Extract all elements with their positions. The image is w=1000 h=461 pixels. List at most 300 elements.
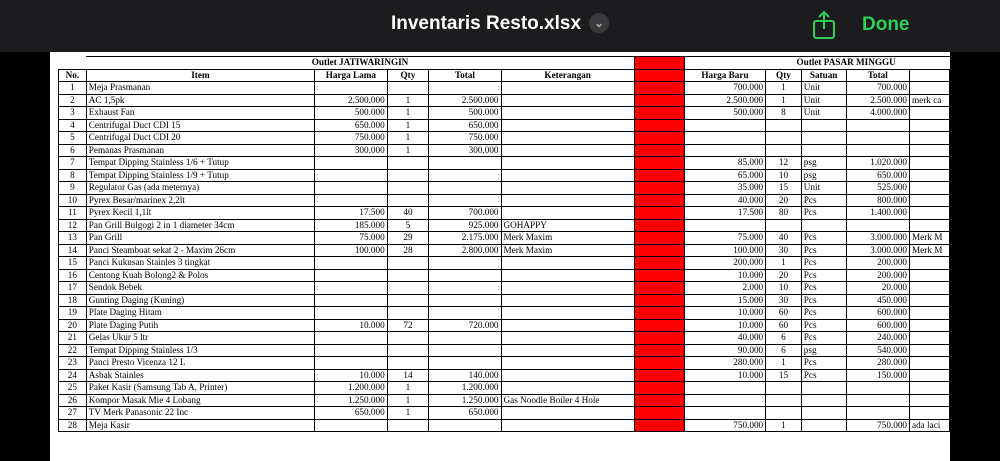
cell-total-new[interactable] [846,144,910,157]
cell-item[interactable]: Tempat Dipping Stainless 1/9 + Tutup [86,169,314,182]
cell-total[interactable] [429,169,501,182]
cell-keterangan[interactable] [501,407,634,420]
cell-extra[interactable]: Merk M [910,232,950,245]
cell-no[interactable]: 1 [59,82,87,95]
cell-harga-baru[interactable]: 35.000 [684,182,765,195]
cell-satuan[interactable]: Pcs [801,369,846,382]
cell-keterangan[interactable] [501,269,634,282]
cell-total[interactable]: 140.000 [429,369,501,382]
cell-satuan[interactable]: Pcs [801,244,846,257]
cell-harga-baru[interactable]: 100.000 [684,244,765,257]
cell-keterangan[interactable] [501,382,634,395]
cell-extra[interactable] [910,282,950,295]
cell-item[interactable]: Plate Daging Putih [86,319,314,332]
cell-satuan[interactable]: psg [801,344,846,357]
cell-total-new[interactable]: 525.000 [846,182,910,195]
cell-harga-lama[interactable]: 1.200.000 [315,382,388,395]
red-column-cell[interactable] [634,157,684,170]
cell-keterangan[interactable] [501,82,634,95]
cell-harga-lama[interactable] [315,82,388,95]
cell-total-new[interactable]: 240.000 [846,332,910,345]
cell-extra[interactable] [910,107,950,120]
red-column-cell[interactable] [634,119,684,132]
cell-qty[interactable]: 14 [387,369,429,382]
cell-qty-new[interactable]: 10 [766,169,802,182]
cell-keterangan[interactable]: Gas Noodle Boiler 4 Hole [501,394,634,407]
red-column-cell[interactable] [634,382,684,395]
cell-harga-lama[interactable] [315,157,388,170]
cell-no[interactable]: 13 [59,232,87,245]
red-column-cell[interactable] [634,219,684,232]
cell-keterangan[interactable] [501,357,634,370]
cell-harga-baru[interactable] [684,219,765,232]
red-column-cell[interactable] [634,232,684,245]
cell-extra[interactable] [910,157,950,170]
cell-total-new[interactable]: 800.000 [846,194,910,207]
cell-harga-lama[interactable]: 100.000 [315,244,388,257]
red-column-cell[interactable] [634,357,684,370]
cell-harga-baru[interactable]: 2.500.000 [684,94,765,107]
red-column-cell[interactable] [634,244,684,257]
cell-total-new[interactable]: 600.000 [846,319,910,332]
cell-item[interactable]: Plate Daging Hitam [86,307,314,320]
red-column-cell[interactable] [634,194,684,207]
cell-qty[interactable]: 29 [387,232,429,245]
cell-harga-baru[interactable]: 280.000 [684,357,765,370]
cell-harga-lama[interactable]: 1.250.000 [315,394,388,407]
cell-total-new[interactable]: 4.000.000 [846,107,910,120]
cell-item[interactable]: Pan Grill Bulgogi 2 in 1 diameter 34cm [86,219,314,232]
cell-harga-baru[interactable]: 40.000 [684,194,765,207]
cell-harga-baru[interactable]: 2.000 [684,282,765,295]
cell-satuan[interactable] [801,419,846,432]
cell-no[interactable]: 22 [59,344,87,357]
cell-total-new[interactable]: 280.000 [846,357,910,370]
cell-harga-baru[interactable] [684,119,765,132]
cell-keterangan[interactable]: Merk Maxim [501,232,634,245]
cell-item[interactable]: Tempat Dipping Stainless 1/6 + Tutup [86,157,314,170]
cell-no[interactable]: 9 [59,182,87,195]
red-column-cell[interactable] [634,407,684,420]
cell-qty-new[interactable]: 15 [766,182,802,195]
cell-no[interactable]: 11 [59,207,87,220]
cell-extra[interactable]: merk ca [910,94,950,107]
cell-satuan[interactable]: Pcs [801,294,846,307]
cell-total[interactable] [429,332,501,345]
cell-harga-baru[interactable] [684,144,765,157]
cell-keterangan[interactable] [501,294,634,307]
cell-total[interactable]: 750.000 [429,132,501,145]
cell-no[interactable]: 20 [59,319,87,332]
cell-extra[interactable] [910,307,950,320]
cell-satuan[interactable]: Pcs [801,207,846,220]
cell-no[interactable]: 6 [59,144,87,157]
cell-qty[interactable]: 72 [387,319,429,332]
cell-harga-baru[interactable]: 85.000 [684,157,765,170]
cell-total-new[interactable] [846,394,910,407]
cell-total-new[interactable]: 1.020.000 [846,157,910,170]
cell-qty-new[interactable]: 15 [766,369,802,382]
cell-no[interactable]: 21 [59,332,87,345]
cell-total[interactable] [429,194,501,207]
cell-satuan[interactable] [801,407,846,420]
cell-harga-lama[interactable] [315,357,388,370]
cell-qty[interactable] [387,357,429,370]
cell-item[interactable]: Meja Prasmanan [86,82,314,95]
cell-total[interactable] [429,282,501,295]
cell-extra[interactable]: Merk M [910,244,950,257]
cell-item[interactable]: Exhaust Fan [86,107,314,120]
cell-qty[interactable] [387,194,429,207]
cell-keterangan[interactable] [501,119,634,132]
cell-no[interactable]: 17 [59,282,87,295]
cell-item[interactable]: Tempat Dipping Stainless 1/3 [86,344,314,357]
cell-total[interactable] [429,357,501,370]
cell-harga-lama[interactable]: 750.000 [315,132,388,145]
cell-total-new[interactable]: 200.000 [846,269,910,282]
cell-qty[interactable] [387,182,429,195]
cell-total[interactable] [429,182,501,195]
cell-satuan[interactable]: Pcs [801,269,846,282]
cell-extra[interactable] [910,269,950,282]
red-column-cell[interactable] [634,107,684,120]
red-column-cell[interactable] [634,294,684,307]
cell-harga-baru[interactable]: 200.000 [684,257,765,270]
cell-item[interactable]: Panci Kukusan Stainles 3 tingkat [86,257,314,270]
cell-total-new[interactable]: 150.000 [846,369,910,382]
cell-total[interactable]: 720.000 [429,319,501,332]
cell-harga-lama[interactable] [315,169,388,182]
cell-satuan[interactable]: Pcs [801,194,846,207]
cell-total-new[interactable] [846,219,910,232]
cell-total-new[interactable] [846,119,910,132]
cell-harga-lama[interactable] [315,419,388,432]
cell-keterangan[interactable] [501,307,634,320]
spreadsheet-view[interactable] [50,52,950,461]
cell-qty-new[interactable]: 8 [766,107,802,120]
cell-qty[interactable]: 28 [387,244,429,257]
cell-total-new[interactable]: 2.500.000 [846,94,910,107]
cell-harga-lama[interactable]: 10.000 [315,319,388,332]
cell-qty-new[interactable]: 60 [766,319,802,332]
cell-satuan[interactable] [801,132,846,145]
cell-total-new[interactable] [846,132,910,145]
cell-total[interactable]: 500.000 [429,107,501,120]
cell-total-new[interactable]: 20.000 [846,282,910,295]
done-button[interactable]: Done [862,14,910,35]
cell-qty-new[interactable]: 12 [766,157,802,170]
cell-total-new[interactable]: 3.000.000 [846,244,910,257]
cell-item[interactable]: Asbak Stainles [86,369,314,382]
cell-satuan[interactable] [801,219,846,232]
cell-total[interactable] [429,82,501,95]
cell-qty-new[interactable]: 40 [766,232,802,245]
cell-total[interactable]: 2.500.000 [429,94,501,107]
cell-satuan[interactable]: psg [801,169,846,182]
cell-extra[interactable] [910,132,950,145]
red-column-cell[interactable] [634,332,684,345]
cell-keterangan[interactable] [501,282,634,295]
cell-qty-new[interactable]: 80 [766,207,802,220]
red-column-cell[interactable] [634,257,684,270]
cell-qty-new[interactable] [766,119,802,132]
cell-harga-lama[interactable] [315,182,388,195]
cell-satuan[interactable]: Pcs [801,319,846,332]
cell-qty-new[interactable]: 1 [766,82,802,95]
cell-satuan[interactable]: Pcs [801,307,846,320]
cell-satuan[interactable]: psg [801,157,846,170]
cell-total[interactable] [429,419,501,432]
cell-keterangan[interactable] [501,257,634,270]
cell-total-new[interactable] [846,382,910,395]
red-column-cell[interactable] [634,82,684,95]
cell-total-new[interactable]: 700.000 [846,82,910,95]
cell-no[interactable]: 23 [59,357,87,370]
red-column-cell[interactable] [634,319,684,332]
cell-total[interactable]: 700.000 [429,207,501,220]
cell-harga-baru[interactable]: 15.000 [684,294,765,307]
cell-qty-new[interactable]: 20 [766,194,802,207]
cell-keterangan[interactable] [501,157,634,170]
cell-qty-new[interactable] [766,219,802,232]
cell-qty[interactable] [387,269,429,282]
cell-satuan[interactable]: Unit [801,107,846,120]
cell-qty[interactable] [387,344,429,357]
cell-total[interactable]: 650.000 [429,119,501,132]
cell-harga-lama[interactable] [315,332,388,345]
cell-harga-baru[interactable] [684,407,765,420]
cell-item[interactable]: Panci Steamboat sekat 2 - Maxim 26cm [86,244,314,257]
cell-harga-lama[interactable]: 2.500.000 [315,94,388,107]
cell-harga-baru[interactable]: 10.000 [684,307,765,320]
cell-no[interactable]: 8 [59,169,87,182]
cell-keterangan[interactable] [501,319,634,332]
cell-qty[interactable]: 40 [387,207,429,220]
cell-qty-new[interactable]: 10 [766,282,802,295]
cell-harga-lama[interactable] [315,307,388,320]
cell-no[interactable]: 14 [59,244,87,257]
cell-keterangan[interactable] [501,207,634,220]
cell-qty-new[interactable] [766,394,802,407]
cell-qty-new[interactable]: 1 [766,257,802,270]
cell-qty[interactable] [387,294,429,307]
cell-qty[interactable] [387,82,429,95]
cell-extra[interactable] [910,394,950,407]
cell-qty-new[interactable]: 6 [766,332,802,345]
cell-qty[interactable] [387,307,429,320]
share-icon[interactable] [811,10,837,40]
cell-qty-new[interactable]: 1 [766,94,802,107]
cell-harga-lama[interactable] [315,194,388,207]
cell-total-new[interactable] [846,407,910,420]
cell-extra[interactable] [910,257,950,270]
cell-no[interactable]: 28 [59,419,87,432]
cell-qty[interactable]: 1 [387,144,429,157]
cell-no[interactable]: 18 [59,294,87,307]
cell-keterangan[interactable] [501,169,634,182]
cell-extra[interactable] [910,182,950,195]
cell-total[interactable]: 300.000 [429,144,501,157]
red-column-cell[interactable] [634,94,684,107]
cell-keterangan[interactable]: Merk Maxim [501,244,634,257]
cell-qty[interactable]: 1 [387,407,429,420]
cell-harga-baru[interactable] [684,394,765,407]
cell-item[interactable]: Pyrex Kecil 1,1lt [86,207,314,220]
cell-qty[interactable] [387,332,429,345]
cell-total[interactable] [429,257,501,270]
cell-item[interactable]: Gelas Ukur 5 ltr [86,332,314,345]
red-column-cell[interactable] [634,419,684,432]
cell-item[interactable]: Pyrex Besar/marinex 2,2lt [86,194,314,207]
red-column-cell[interactable] [634,169,684,182]
cell-item[interactable]: Meja Kasir [86,419,314,432]
cell-keterangan[interactable] [501,344,634,357]
cell-keterangan[interactable] [501,419,634,432]
cell-harga-baru[interactable] [684,382,765,395]
cell-harga-lama[interactable]: 10.000 [315,369,388,382]
cell-harga-baru[interactable]: 40.000 [684,332,765,345]
cell-satuan[interactable]: Pcs [801,232,846,245]
cell-no[interactable]: 27 [59,407,87,420]
cell-harga-baru[interactable]: 90.000 [684,344,765,357]
cell-harga-baru[interactable]: 750.000 [684,419,765,432]
cell-keterangan[interactable] [501,107,634,120]
cell-total[interactable] [429,269,501,282]
cell-qty[interactable]: 1 [387,107,429,120]
cell-qty[interactable]: 1 [387,94,429,107]
cell-satuan[interactable] [801,382,846,395]
cell-keterangan[interactable] [501,94,634,107]
cell-qty-new[interactable]: 20 [766,269,802,282]
cell-keterangan[interactable] [501,332,634,345]
cell-satuan[interactable] [801,144,846,157]
cell-total-new[interactable]: 3.000.000 [846,232,910,245]
cell-qty[interactable]: 1 [387,382,429,395]
cell-no[interactable]: 3 [59,107,87,120]
cell-extra[interactable] [910,319,950,332]
cell-qty-new[interactable] [766,144,802,157]
cell-extra[interactable] [910,294,950,307]
cell-no[interactable]: 7 [59,157,87,170]
cell-harga-lama[interactable] [315,269,388,282]
cell-no[interactable]: 19 [59,307,87,320]
red-column-cell[interactable] [634,369,684,382]
cell-harga-lama[interactable] [315,257,388,270]
red-column-cell[interactable] [634,269,684,282]
cell-extra[interactable]: ada laci [910,419,950,432]
cell-harga-baru[interactable] [684,132,765,145]
cell-satuan[interactable]: Unit [801,94,846,107]
cell-total[interactable]: 2.800.000 [429,244,501,257]
cell-harga-baru[interactable]: 700.000 [684,82,765,95]
cell-satuan[interactable]: Pcs [801,282,846,295]
red-column-cell[interactable] [634,132,684,145]
cell-item[interactable]: TV Merk Panasonic 22 Inc [86,407,314,420]
cell-qty[interactable] [387,419,429,432]
cell-qty-new[interactable]: 6 [766,344,802,357]
red-column-cell[interactable] [634,182,684,195]
cell-qty[interactable]: 5 [387,219,429,232]
cell-keterangan[interactable] [501,132,634,145]
cell-qty[interactable]: 1 [387,119,429,132]
cell-qty-new[interactable] [766,382,802,395]
cell-keterangan[interactable] [501,194,634,207]
cell-extra[interactable] [910,357,950,370]
cell-total-new[interactable]: 750.000 [846,419,910,432]
cell-harga-lama[interactable] [315,282,388,295]
cell-qty-new[interactable] [766,132,802,145]
cell-harga-lama[interactable] [315,294,388,307]
cell-total[interactable]: 1.200.000 [429,382,501,395]
cell-total[interactable]: 650.000 [429,407,501,420]
cell-satuan[interactable]: Pcs [801,357,846,370]
cell-qty[interactable] [387,257,429,270]
cell-extra[interactable] [910,207,950,220]
cell-total[interactable] [429,307,501,320]
cell-extra[interactable] [910,169,950,182]
cell-total-new[interactable]: 1.400.000 [846,207,910,220]
cell-extra[interactable] [910,219,950,232]
cell-extra[interactable] [910,194,950,207]
cell-total[interactable] [429,294,501,307]
cell-no[interactable]: 26 [59,394,87,407]
cell-satuan[interactable]: Unit [801,182,846,195]
cell-harga-lama[interactable]: 300.000 [315,144,388,157]
cell-item[interactable]: Centrifugal Duct CDI 20 [86,132,314,145]
cell-total[interactable]: 925.000 [429,219,501,232]
cell-no[interactable]: 25 [59,382,87,395]
cell-no[interactable]: 24 [59,369,87,382]
cell-extra[interactable] [910,407,950,420]
cell-harga-lama[interactable] [315,344,388,357]
cell-total[interactable]: 2.175.000 [429,232,501,245]
cell-satuan[interactable]: Pcs [801,332,846,345]
cell-total-new[interactable]: 600.000 [846,307,910,320]
cell-no[interactable]: 16 [59,269,87,282]
cell-keterangan[interactable] [501,182,634,195]
cell-extra[interactable] [910,382,950,395]
cell-extra[interactable] [910,344,950,357]
cell-qty-new[interactable]: 30 [766,294,802,307]
cell-harga-baru[interactable]: 10.000 [684,319,765,332]
cell-extra[interactable] [910,82,950,95]
cell-qty[interactable]: 1 [387,394,429,407]
cell-qty[interactable] [387,169,429,182]
cell-extra[interactable] [910,369,950,382]
cell-qty-new[interactable] [766,407,802,420]
cell-harga-baru[interactable]: 17.500 [684,207,765,220]
cell-qty[interactable]: 1 [387,132,429,145]
cell-qty-new[interactable]: 1 [766,419,802,432]
red-column-cell[interactable] [634,344,684,357]
cell-keterangan[interactable]: GOHAPPY [501,219,634,232]
cell-harga-baru[interactable]: 500.000 [684,107,765,120]
red-column-cell[interactable] [634,307,684,320]
cell-total[interactable] [429,157,501,170]
cell-harga-baru[interactable]: 10.000 [684,369,765,382]
cell-item[interactable]: Sendok Bebek [86,282,314,295]
cell-item[interactable]: Regulator Gas (ada meternya) [86,182,314,195]
cell-extra[interactable] [910,144,950,157]
cell-item[interactable]: Paket Kasir (Samsung Tab A, Printer) [86,382,314,395]
cell-total[interactable]: 1.250.000 [429,394,501,407]
cell-item[interactable]: Gunting Daging (Kuning) [86,294,314,307]
cell-qty[interactable] [387,282,429,295]
cell-harga-baru[interactable]: 75.000 [684,232,765,245]
cell-harga-baru[interactable]: 65.000 [684,169,765,182]
cell-item[interactable]: Kompor Masak Mie 4 Lobang [86,394,314,407]
cell-total-new[interactable]: 650.000 [846,169,910,182]
